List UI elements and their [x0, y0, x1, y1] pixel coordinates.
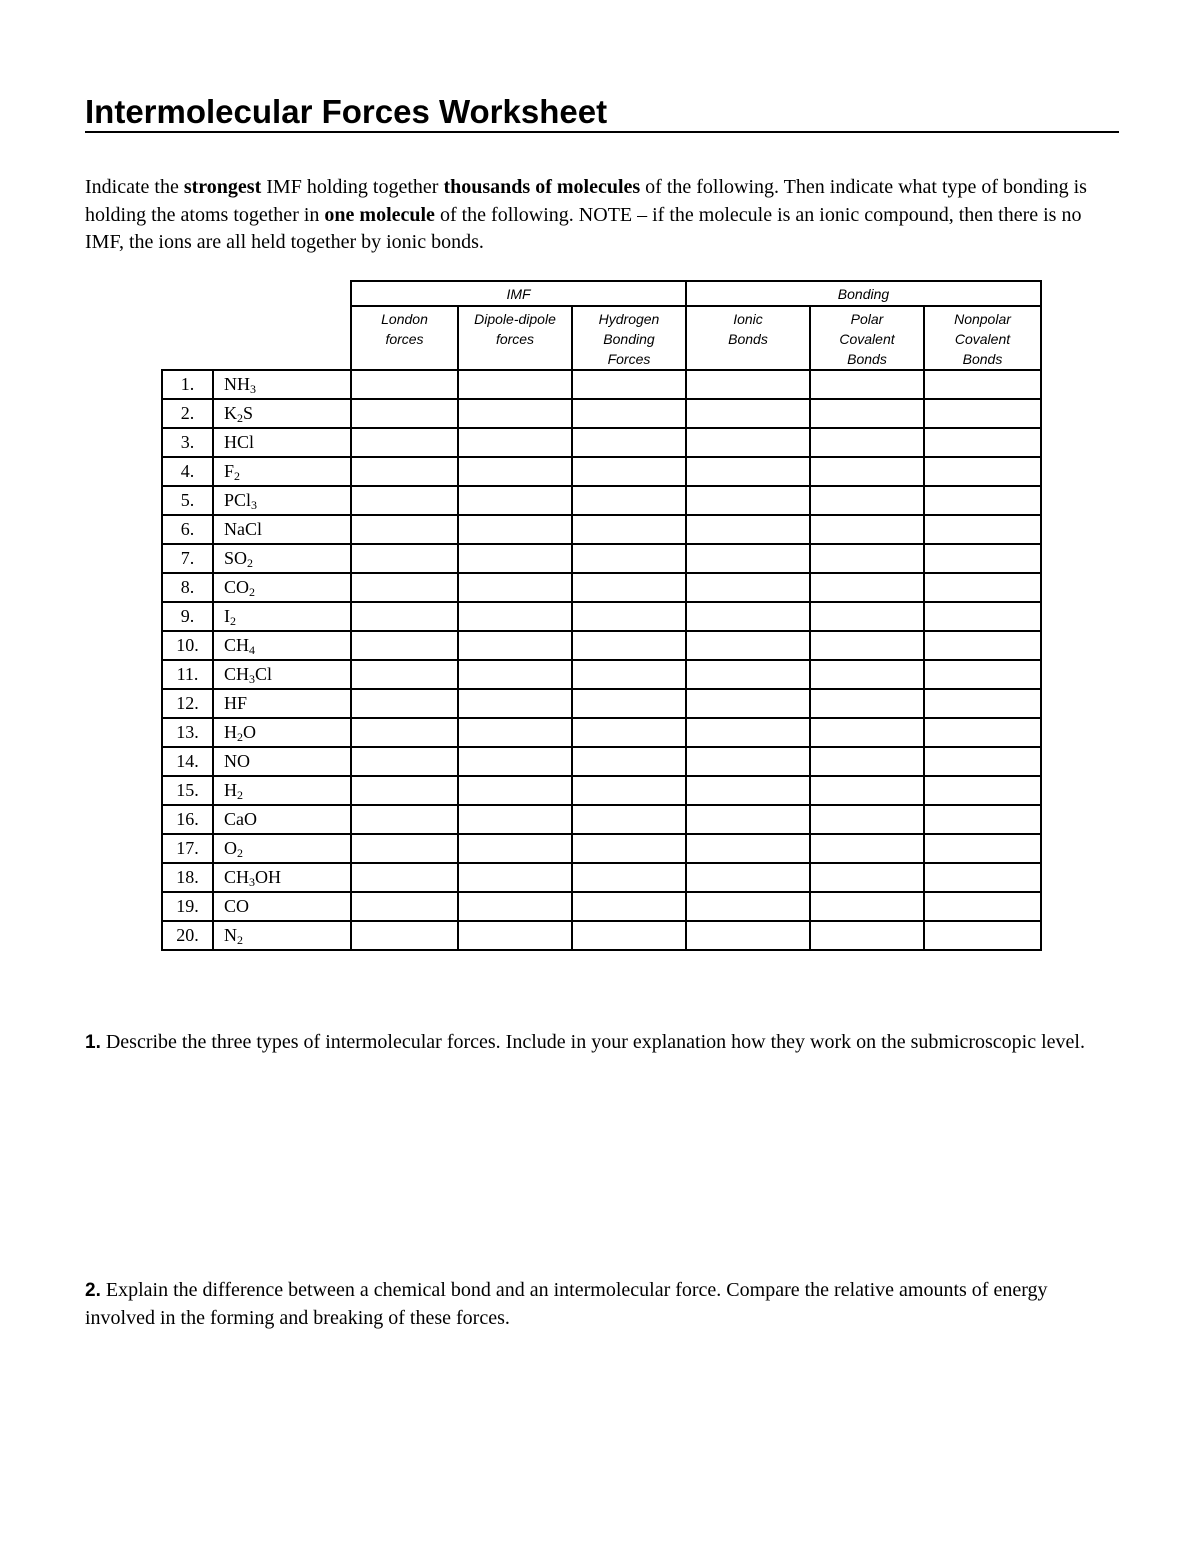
row-number: 10. [162, 631, 213, 660]
table-row [162, 776, 1041, 805]
answer-cell-nonpolar[interactable] [924, 805, 1041, 834]
formula-cell: $H_2O$ [213, 718, 351, 747]
answer-cell-ionic[interactable] [686, 457, 810, 486]
answer-cell-polar[interactable] [810, 602, 924, 631]
answer-cell-london[interactable] [351, 834, 458, 863]
question-number: 2. [85, 1280, 101, 1301]
table-row [162, 660, 1041, 689]
formula-cell: NaCl [213, 515, 351, 544]
answer-cell-nonpolar[interactable] [924, 370, 1041, 399]
answer-cell-dipole[interactable] [458, 747, 572, 776]
table-row [162, 834, 1041, 863]
answer-cell-hydrogen[interactable] [572, 486, 686, 515]
answer-table [161, 280, 1042, 951]
row-number: 14. [162, 747, 213, 776]
row-number: 7. [162, 544, 213, 573]
answer-cell-london[interactable] [351, 892, 458, 921]
answer-cell-hydrogen[interactable] [572, 921, 686, 950]
table-row [162, 892, 1041, 921]
formula-cell: CO [213, 892, 351, 921]
answer-cell-polar[interactable] [810, 863, 924, 892]
answer-cell-polar[interactable] [810, 486, 924, 515]
answer-cell-nonpolar[interactable] [924, 515, 1041, 544]
answer-cell-hydrogen[interactable] [572, 689, 686, 718]
answer-cell-london[interactable] [351, 921, 458, 950]
answer-cell-hydrogen[interactable] [572, 602, 686, 631]
answer-cell-london[interactable] [351, 544, 458, 573]
formula-cell: HCl [213, 428, 351, 457]
answer-cell-dipole[interactable] [458, 486, 572, 515]
answer-cell-hydrogen[interactable] [572, 892, 686, 921]
answer-cell-hydrogen[interactable] [572, 573, 686, 602]
answer-cell-nonpolar[interactable] [924, 399, 1041, 428]
answer-cell-nonpolar[interactable] [924, 718, 1041, 747]
col-header-ionic: Ionic Bonds [686, 306, 810, 370]
answer-cell-polar[interactable] [810, 573, 924, 602]
answer-cell-dipole[interactable] [458, 660, 572, 689]
answer-cell-ionic[interactable] [686, 660, 810, 689]
table-row [162, 544, 1041, 573]
answer-cell-nonpolar[interactable] [924, 631, 1041, 660]
answer-cell-dipole[interactable] [458, 834, 572, 863]
answer-cell-dipole[interactable] [458, 573, 572, 602]
answer-cell-london[interactable] [351, 370, 458, 399]
answer-cell-polar[interactable] [810, 747, 924, 776]
answer-cell-london[interactable] [351, 805, 458, 834]
answer-cell-london[interactable] [351, 515, 458, 544]
answer-cell-ionic[interactable] [686, 515, 810, 544]
answer-cell-nonpolar[interactable] [924, 660, 1041, 689]
question-number: 1. [85, 1032, 101, 1053]
answer-cell-dipole[interactable] [458, 544, 572, 573]
answer-cell-hydrogen[interactable] [572, 805, 686, 834]
formula-cell: $O_2$ [213, 834, 351, 863]
answer-cell-polar[interactable] [810, 515, 924, 544]
question-text: Describe the three types of intermolecular forces. Include in your explanation how they work on the submicroscopic level. [105, 1031, 1085, 1053]
answer-cell-ionic[interactable] [686, 776, 810, 805]
answer-cell-hydrogen[interactable] [572, 544, 686, 573]
table-row [162, 747, 1041, 776]
table-row [162, 718, 1041, 747]
answer-cell-ionic[interactable] [686, 486, 810, 515]
answer-cell-nonpolar[interactable] [924, 486, 1041, 515]
answer-cell-dipole[interactable] [458, 718, 572, 747]
answer-cell-nonpolar[interactable] [924, 573, 1041, 602]
answer-cell-dipole[interactable] [458, 457, 572, 486]
answer-cell-dipole[interactable] [458, 602, 572, 631]
table-row [162, 428, 1041, 457]
table-row [162, 399, 1041, 428]
answer-cell-polar[interactable] [810, 457, 924, 486]
col-header-hydrogen: Hydrogen Bonding Forces [572, 306, 686, 370]
answer-cell-polar[interactable] [810, 428, 924, 457]
row-number: 8. [162, 573, 213, 602]
answer-cell-polar[interactable] [810, 834, 924, 863]
answer-cell-hydrogen[interactable] [572, 515, 686, 544]
answer-cell-ionic[interactable] [686, 921, 810, 950]
answer-cell-polar[interactable] [810, 399, 924, 428]
answer-cell-nonpolar[interactable] [924, 602, 1041, 631]
bonding-group-header: Bonding [686, 281, 1041, 306]
answer-cell-dipole[interactable] [458, 631, 572, 660]
row-number: 15. [162, 776, 213, 805]
answer-cell-polar[interactable] [810, 631, 924, 660]
formula-cell: HF [213, 689, 351, 718]
row-number: 16. [162, 805, 213, 834]
table-row [162, 457, 1041, 486]
answer-cell-polar[interactable] [810, 718, 924, 747]
answer-cell-ionic[interactable] [686, 631, 810, 660]
answer-cell-hydrogen[interactable] [572, 457, 686, 486]
question-2 [85, 1277, 1085, 1332]
answer-cell-london[interactable] [351, 573, 458, 602]
answer-cell-nonpolar[interactable] [924, 747, 1041, 776]
answer-cell-hydrogen[interactable] [572, 776, 686, 805]
row-number: 2. [162, 399, 213, 428]
col-header-polar: Polar Covalent Bonds [810, 306, 924, 370]
answer-cell-london[interactable] [351, 631, 458, 660]
row-number: 9. [162, 602, 213, 631]
formula-cell: $SO_2$ [213, 544, 351, 573]
row-number: 20. [162, 921, 213, 950]
answer-cell-nonpolar[interactable] [924, 834, 1041, 863]
table-row [162, 370, 1041, 399]
answer-cell-polar[interactable] [810, 689, 924, 718]
answer-cell-nonpolar[interactable] [924, 457, 1041, 486]
table-row [162, 805, 1041, 834]
answer-cell-ionic[interactable] [686, 834, 810, 863]
answer-cell-dipole[interactable] [458, 863, 572, 892]
row-number: 11. [162, 660, 213, 689]
formula-cell: PCl$_3$ [213, 486, 351, 515]
answer-cell-london[interactable] [351, 747, 458, 776]
answer-cell-london[interactable] [351, 457, 458, 486]
answer-cell-london[interactable] [351, 428, 458, 457]
answer-cell-dipole[interactable] [458, 428, 572, 457]
answer-cell-ionic[interactable] [686, 805, 810, 834]
imf-group-header: IMF [351, 281, 686, 306]
answer-cell-ionic[interactable] [686, 689, 810, 718]
answer-cell-nonpolar[interactable] [924, 544, 1041, 573]
answer-cell-london[interactable] [351, 660, 458, 689]
row-number: 19. [162, 892, 213, 921]
answer-cell-polar[interactable] [810, 370, 924, 399]
table-row [162, 573, 1041, 602]
answer-cell-polar[interactable] [810, 776, 924, 805]
table-row [162, 689, 1041, 718]
formula-cell: $CH_3Cl$ [213, 660, 351, 689]
table-row [162, 631, 1041, 660]
answer-cell-polar[interactable] [810, 892, 924, 921]
question-text: Explain the difference between a chemical bond and an intermolecular force. Compare the relative amounts of energy involved in the forming and breaking of these forces. [85, 1279, 1048, 1329]
row-number: 4. [162, 457, 213, 486]
formula-cell: $F_2$ [213, 457, 351, 486]
answer-cell-dipole[interactable] [458, 399, 572, 428]
row-number: 6. [162, 515, 213, 544]
row-number: 12. [162, 689, 213, 718]
answer-cell-london[interactable] [351, 689, 458, 718]
answer-cell-dipole[interactable] [458, 370, 572, 399]
answer-cell-nonpolar[interactable] [924, 892, 1041, 921]
answer-cell-london[interactable] [351, 602, 458, 631]
answer-cell-ionic[interactable] [686, 863, 810, 892]
answer-cell-ionic[interactable] [686, 573, 810, 602]
formula-cell: CaO [213, 805, 351, 834]
answer-cell-ionic[interactable] [686, 892, 810, 921]
row-number: 1. [162, 370, 213, 399]
formula-cell: NO [213, 747, 351, 776]
answer-cell-ionic[interactable] [686, 544, 810, 573]
row-number: 5. [162, 486, 213, 515]
answer-cell-hydrogen[interactable] [572, 863, 686, 892]
formula-cell: $N_2$ [213, 921, 351, 950]
answer-cell-nonpolar[interactable] [924, 776, 1041, 805]
answer-cell-nonpolar[interactable] [924, 863, 1041, 892]
answer-cell-hydrogen[interactable] [572, 747, 686, 776]
answer-cell-ionic[interactable] [686, 602, 810, 631]
answer-cell-nonpolar[interactable] [924, 689, 1041, 718]
answer-cell-dipole[interactable] [458, 921, 572, 950]
answer-cell-london[interactable] [351, 718, 458, 747]
answer-cell-hydrogen[interactable] [572, 370, 686, 399]
answer-cell-hydrogen[interactable] [572, 834, 686, 863]
answer-cell-ionic[interactable] [686, 747, 810, 776]
answer-cell-hydrogen[interactable] [572, 399, 686, 428]
answer-cell-hydrogen[interactable] [572, 718, 686, 747]
answer-cell-hydrogen[interactable] [572, 428, 686, 457]
worksheet-title: Intermolecular Forces Worksheet [85, 93, 1119, 133]
formula-cell: $NH_3$ [213, 370, 351, 399]
table-row [162, 486, 1041, 515]
answer-cell-polar[interactable] [810, 660, 924, 689]
question-1 [85, 1029, 1085, 1057]
formula-cell: $K_2S$ [213, 399, 351, 428]
row-number: 18. [162, 863, 213, 892]
table-row [162, 921, 1041, 950]
answer-cell-ionic[interactable] [686, 718, 810, 747]
answer-cell-dipole[interactable] [458, 776, 572, 805]
col-header-london: London forces [351, 306, 458, 370]
table-row [162, 602, 1041, 631]
answer-cell-london[interactable] [351, 399, 458, 428]
answer-cell-dipole[interactable] [458, 805, 572, 834]
col-header-dipole: Dipole-dipole forces [458, 306, 572, 370]
answer-cell-nonpolar[interactable] [924, 921, 1041, 950]
answer-cell-hydrogen[interactable] [572, 660, 686, 689]
answer-cell-ionic[interactable] [686, 399, 810, 428]
answer-cell-nonpolar[interactable] [924, 428, 1041, 457]
row-number: 3. [162, 428, 213, 457]
answer-cell-ionic[interactable] [686, 428, 810, 457]
answer-cell-london[interactable] [351, 863, 458, 892]
formula-cell: $CH_4$ [213, 631, 351, 660]
answer-cell-london[interactable] [351, 776, 458, 805]
table-row [162, 515, 1041, 544]
answer-cell-polar[interactable] [810, 544, 924, 573]
answer-cell-polar[interactable] [810, 921, 924, 950]
answer-cell-hydrogen[interactable] [572, 631, 686, 660]
row-number: 13. [162, 718, 213, 747]
answer-cell-dipole[interactable] [458, 892, 572, 921]
col-header-nonpolar: Nonpolar Covalent Bonds [924, 306, 1041, 370]
answer-cell-ionic[interactable] [686, 370, 810, 399]
answer-cell-dipole[interactable] [458, 689, 572, 718]
table-row [162, 863, 1041, 892]
row-number: 17. [162, 834, 213, 863]
answer-cell-london[interactable] [351, 486, 458, 515]
answer-cell-dipole[interactable] [458, 515, 572, 544]
formula-cell: $I_2$ [213, 602, 351, 631]
formula-cell: $CH_3OH$ [213, 863, 351, 892]
answer-cell-polar[interactable] [810, 805, 924, 834]
formula-cell: $CO_2$ [213, 573, 351, 602]
instructions: Indicate the strongest IMF holding together thousands of molecules of the following. Then indicate what type of bonding is holding the atoms together in one molecule of the following. NOTE – if the molecule is an ionic compound, then there is no IMF, the ions are all held together by ionic bonds. [85, 176, 1087, 253]
formula-cell: $H_2$ [213, 776, 351, 805]
